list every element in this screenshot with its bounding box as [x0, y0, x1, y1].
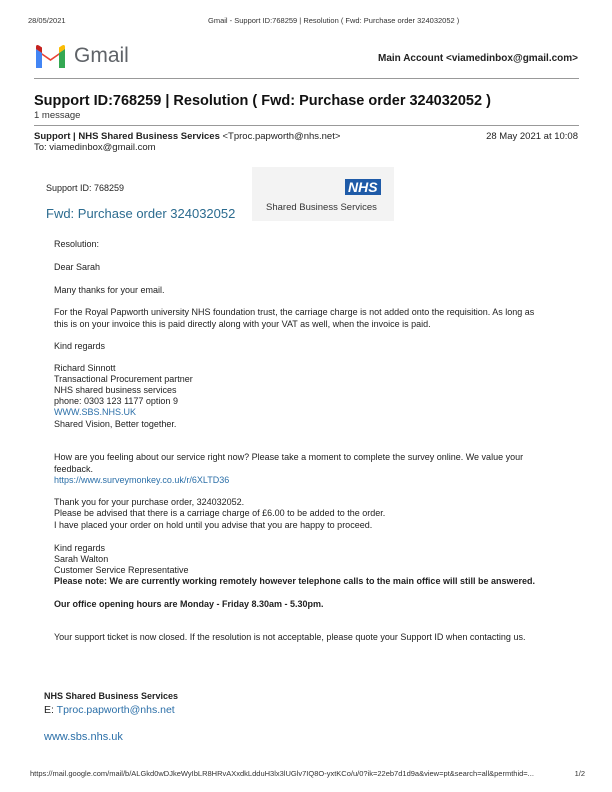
survey-link[interactable]: https://www.surveymonkey.co.uk/r/6XLTD36	[54, 475, 230, 485]
thread-subject: Support ID:768259 | Resolution ( Fwd: Purchase order 324032052 )	[34, 93, 491, 109]
print-date: 28/05/2021	[28, 16, 66, 25]
print-url: https://mail.google.com/mail/b/ALGkd0wDJkeWyIbLR8HRvAXxdkLdduH3lx3lUGlv7IQ8O-yxtKCo/u/0?ik=22eb7d1d9a&view=pt&search=all&permthid=...	[30, 769, 534, 778]
gmail-logo-icon[interactable]	[34, 44, 67, 68]
carriage-paragraph: For the Royal Papworth university NHS foundation trust, the carriage charge is not added onto the requisition. As long as this is on your invoice this is paid directly along with your VAT as well, when the invoice is paid.	[54, 307, 535, 329]
survey-text: How are you feeling about our service right now? Please take a moment to complete the survey online. We value your feedback.	[54, 452, 524, 474]
sbs-website-link[interactable]: WWW.SBS.NHS.UK	[54, 407, 137, 417]
recipient: To: viamedinbox@gmail.com	[34, 142, 156, 153]
nhs-logo-subtitle: Shared Business Services	[266, 202, 377, 213]
message-count: 1 message	[34, 110, 81, 121]
footer-org: NHS Shared Business Services	[44, 691, 179, 701]
signature-line: Transactional Procurement partner	[54, 374, 193, 384]
footer-email-label: E:	[44, 704, 54, 716]
support-id: Support ID: 768259	[46, 183, 125, 193]
remote-working-note: Please note: We are currently working remotely however telephone calls to the main office will still be answered.	[54, 576, 535, 586]
nhs-badge: NHS	[345, 179, 381, 195]
signature-line: Kind regards	[54, 543, 106, 553]
page-number: 1/2	[574, 769, 585, 778]
signature-line: Richard Sinnott	[54, 363, 116, 373]
opening-hours: Our office opening hours are Monday - Friday 8.30am - 5.30pm.	[54, 599, 324, 609]
order-line: Thank you for your purchase order, 324032052.	[54, 497, 245, 507]
signature-line: NHS shared business services	[54, 385, 177, 395]
order-line: I have placed your order on hold until you advise that you are happy to proceed.	[54, 520, 373, 530]
footer-website-link[interactable]: www.sbs.nhs.uk	[44, 731, 123, 743]
signature-line: Customer Service Representative	[54, 565, 189, 575]
print-title: Gmail - Support ID:768259 | Resolution ( Fwd: Purchase order 324032052 )	[208, 16, 460, 25]
forward-title: Fwd: Purchase order 324032052	[46, 206, 236, 221]
order-line: Please be advised that there is a carriage charge of £6.00 to be added to the order.	[54, 508, 386, 518]
greeting: Dear Sarah	[54, 262, 101, 272]
footer-email-link[interactable]: Tproc.papworth@nhs.net	[56, 704, 175, 716]
sender	[34, 131, 340, 142]
message-date: 28 May 2021 at 10:08	[486, 131, 578, 142]
signature-tagline: Shared Vision, Better together.	[54, 419, 177, 429]
sender-name: Support | NHS Shared Business Services	[34, 131, 220, 142]
thanks-line: Many thanks for your email.	[54, 285, 165, 295]
gmail-logo-text: Gmail	[74, 44, 129, 67]
signature-line: phone: 0303 123 1177 option 9	[54, 396, 178, 406]
subject-divider	[34, 125, 579, 126]
footer-email	[44, 704, 175, 716]
header-divider	[34, 78, 579, 79]
resolution-label: Resolution:	[54, 239, 100, 249]
sender-email: <Tproc.papworth@nhs.net>	[222, 131, 341, 142]
account-label: Main Account <viamedinbox@gmail.com>	[378, 53, 578, 64]
ticket-closed-note: Your support ticket is now closed. If the resolution is not acceptable, please quote your Support ID when contacting us.	[54, 632, 526, 642]
signature-line: Kind regards	[54, 341, 106, 351]
nhs-sbs-logo	[252, 167, 394, 221]
signature-line: Sarah Walton	[54, 554, 109, 564]
